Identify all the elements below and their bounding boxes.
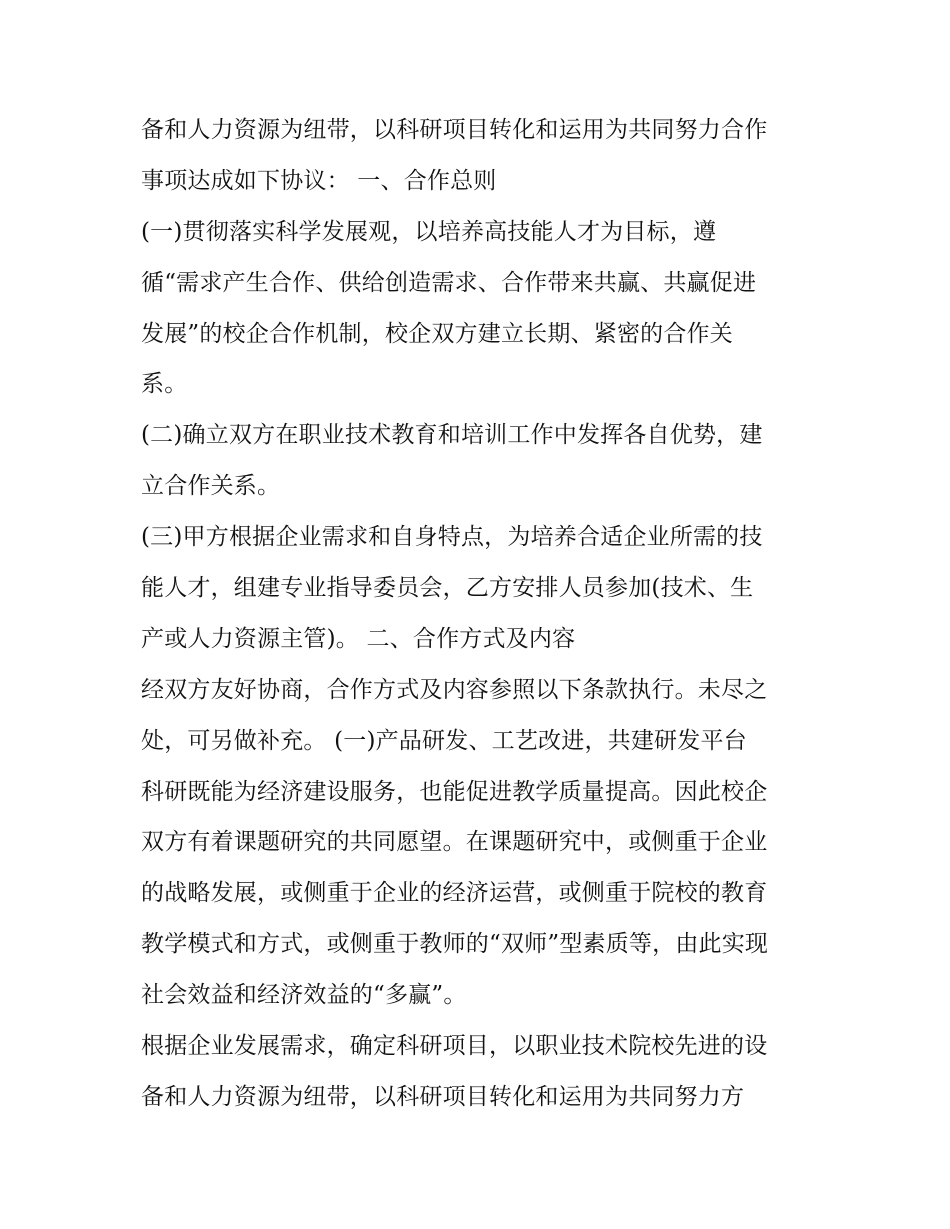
- text-line: 事项达成如下协议： 一、合作总则: [141, 167, 497, 194]
- text-line: 发展”的校企合作机制，校企双方建立长期、紧密的合作关: [141, 320, 733, 347]
- text-line: 根据企业发展需求，确定科研项目，以职业技术院校先进的设: [141, 1033, 768, 1060]
- text-line: (三)甲方根据企业需求和自身特点，为培养合适企业所需的技: [141, 524, 763, 551]
- text-line: 循“需求产生合作、供给创造需求、合作带来共赢、共赢促进: [141, 269, 757, 296]
- text-line: 处，可另做补充。 (一)产品研发、工艺改进，共建研发平台: [141, 727, 747, 754]
- text-line: 经双方友好协商，合作方式及内容参照以下条款执行。未尽之: [141, 676, 768, 703]
- text-line: 备和人力资源为纽带，以科研项目转化和运用为共同努力方: [141, 1083, 745, 1110]
- text-line: 科研既能为经济建设服务，也能促进教学质量提高。因此校企: [141, 778, 768, 805]
- text-line: (一)贯彻落实科学发展观，以培养高技能人才为目标，遵: [141, 218, 717, 245]
- text-line: 系。: [141, 371, 188, 398]
- text-line: (二)确立双方在职业技术教育和培训工作中发挥各自优势，建: [141, 422, 763, 449]
- text-line: 教学模式和方式，或侧重于教师的“双师”型素质等，由此实现: [141, 931, 769, 958]
- text-line: 的战略发展，或侧重于企业的经济运营，或侧重于院校的教育: [141, 880, 768, 907]
- text-line: 立合作关系。: [141, 473, 281, 500]
- text-line: 社会效益和经济效益的“多赢”。: [141, 982, 467, 1009]
- document-body: [141, 105, 841, 1123]
- text-line: 双方有着课题研究的共同愿望。在课题研究中，或侧重于企业: [141, 829, 768, 856]
- text-line: 能人才，组建专业指导委员会，乙方安排人员参加(技术、生: [141, 575, 754, 602]
- text-line: 备和人力资源为纽带，以科研项目转化和运用为共同努力合作: [141, 117, 768, 143]
- text-line: 产或人力资源主管)。 二、合作方式及内容: [141, 625, 576, 652]
